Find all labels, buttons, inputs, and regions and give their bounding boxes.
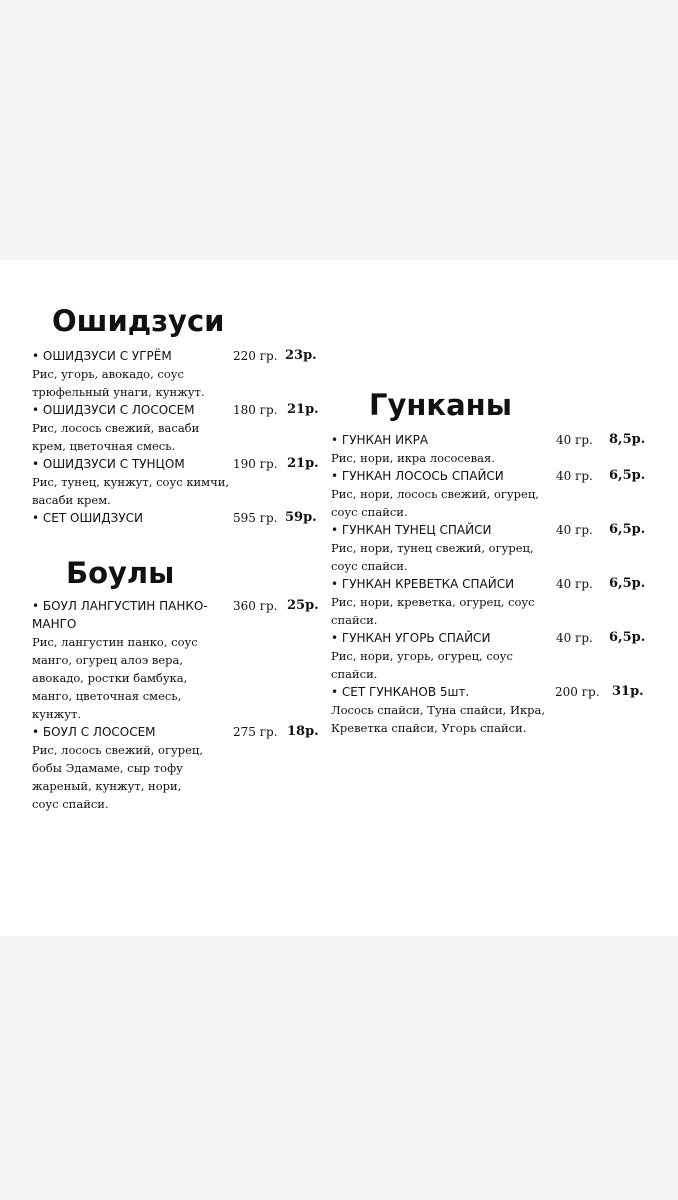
- item-weight: 275 гр.: [233, 725, 278, 739]
- item-weight: 220 гр.: [233, 349, 278, 363]
- menu-page: [0, 260, 678, 936]
- menu-item: [331, 467, 651, 521]
- item-weight: 595 гр.: [233, 511, 278, 525]
- section-title-gunkans: Гунканы: [369, 388, 512, 422]
- item-name: • ОШИДЗУСИ С УГРЁМ: [32, 349, 172, 363]
- menu-item: [331, 629, 651, 683]
- menu-item: [32, 597, 322, 723]
- item-description: Лосось спайси, Туна спайси, Икра, Креветка спайси, Угорь спайси.: [331, 703, 546, 735]
- section-title-oshidzusi: Ошидзуси: [52, 304, 225, 338]
- item-description: Рис, нори, лосось свежий, огурец, соус спайси.: [331, 487, 539, 519]
- item-price: 23р.: [285, 348, 317, 363]
- item-weight: 360 гр.: [233, 599, 278, 613]
- item-name: • ОШИДЗУСИ С ЛОСОСЕМ: [32, 403, 195, 417]
- item-name: • СЕТ ОШИДЗУСИ: [32, 511, 143, 525]
- item-name: • ГУНКАН ИКРА: [331, 433, 429, 447]
- item-price: 21р.: [287, 402, 319, 417]
- menu-item: [331, 431, 651, 467]
- item-weight: 40 гр.: [556, 577, 593, 591]
- item-name: • СЕТ ГУНКАНОВ 5шт.: [331, 685, 470, 699]
- item-name: • ГУНКАН УГОРЬ СПАЙСИ: [331, 631, 491, 645]
- item-weight: 190 гр.: [233, 457, 278, 471]
- item-description: Рис, угорь, авокадо, соус трюфельный унаги, кунжут.: [32, 367, 205, 399]
- item-description: Рис, лосось свежий, огурец, бобы Эдамаме, сыр тофу жареный, кунжут, нори, соус спайси.: [32, 743, 203, 811]
- item-price: 6,5р.: [609, 630, 646, 645]
- menu-item: [331, 683, 651, 737]
- item-weight: 40 гр.: [556, 631, 593, 645]
- item-description: Рис, нори, креветка, огурец, соус спайси.: [331, 595, 535, 627]
- item-weight: 200 гр.: [555, 685, 600, 699]
- item-weight: 40 гр.: [556, 469, 593, 483]
- menu-item: [32, 455, 322, 509]
- menu-item: [32, 347, 322, 401]
- item-price: 8,5р.: [609, 432, 646, 447]
- item-name: • ГУНКАН КРЕВЕТКА СПАЙСИ: [331, 577, 515, 591]
- item-price: 6,5р.: [609, 576, 646, 591]
- item-name: • ГУНКАН ЛОСОСЬ СПАЙСИ: [331, 469, 504, 483]
- item-description: Рис, тунец, кунжут, соус кимчи, васаби крем.: [32, 475, 230, 507]
- item-name: • ОШИДЗУСИ С ТУНЦОМ: [32, 457, 185, 471]
- item-weight: 180 гр.: [233, 403, 278, 417]
- item-weight: 40 гр.: [556, 433, 593, 447]
- item-price: 59р.: [285, 510, 317, 525]
- item-price: 21р.: [287, 456, 319, 471]
- item-weight: 40 гр.: [556, 523, 593, 537]
- item-name: • БОУЛ С ЛОСОСЕМ: [32, 725, 156, 739]
- menu-item: [32, 401, 322, 455]
- item-description: Рис, лангустин панко, соус манго, огурец алоэ вера, авокадо, ростки бамбука, манго, цветочная смесь, кунжут.: [32, 635, 198, 721]
- menu-item: [32, 723, 322, 813]
- item-name: • ГУНКАН ТУНЕЦ СПАЙСИ: [331, 523, 492, 537]
- section-title-bowls: Боулы: [66, 556, 175, 590]
- item-description: Рис, нори, угорь, огурец, соус спайси.: [331, 649, 513, 681]
- item-price: 18р.: [287, 724, 319, 739]
- item-price: 25р.: [287, 598, 319, 613]
- item-price: 31р.: [612, 684, 644, 699]
- menu-item: [32, 509, 322, 527]
- item-price: 6,5р.: [609, 468, 646, 483]
- item-description: Рис, нори, икра лососевая.: [331, 451, 495, 465]
- menu-item: [331, 521, 651, 575]
- item-price: 6,5р.: [609, 522, 646, 537]
- item-description: Рис, лосось свежий, васаби крем, цветочная смесь.: [32, 421, 200, 453]
- item-name: • БОУЛ ЛАНГУСТИН ПАНКО- МАНГО: [32, 599, 208, 631]
- menu-item: [331, 575, 651, 629]
- item-description: Рис, нори, тунец свежий, огурец, соус спайси.: [331, 541, 534, 573]
